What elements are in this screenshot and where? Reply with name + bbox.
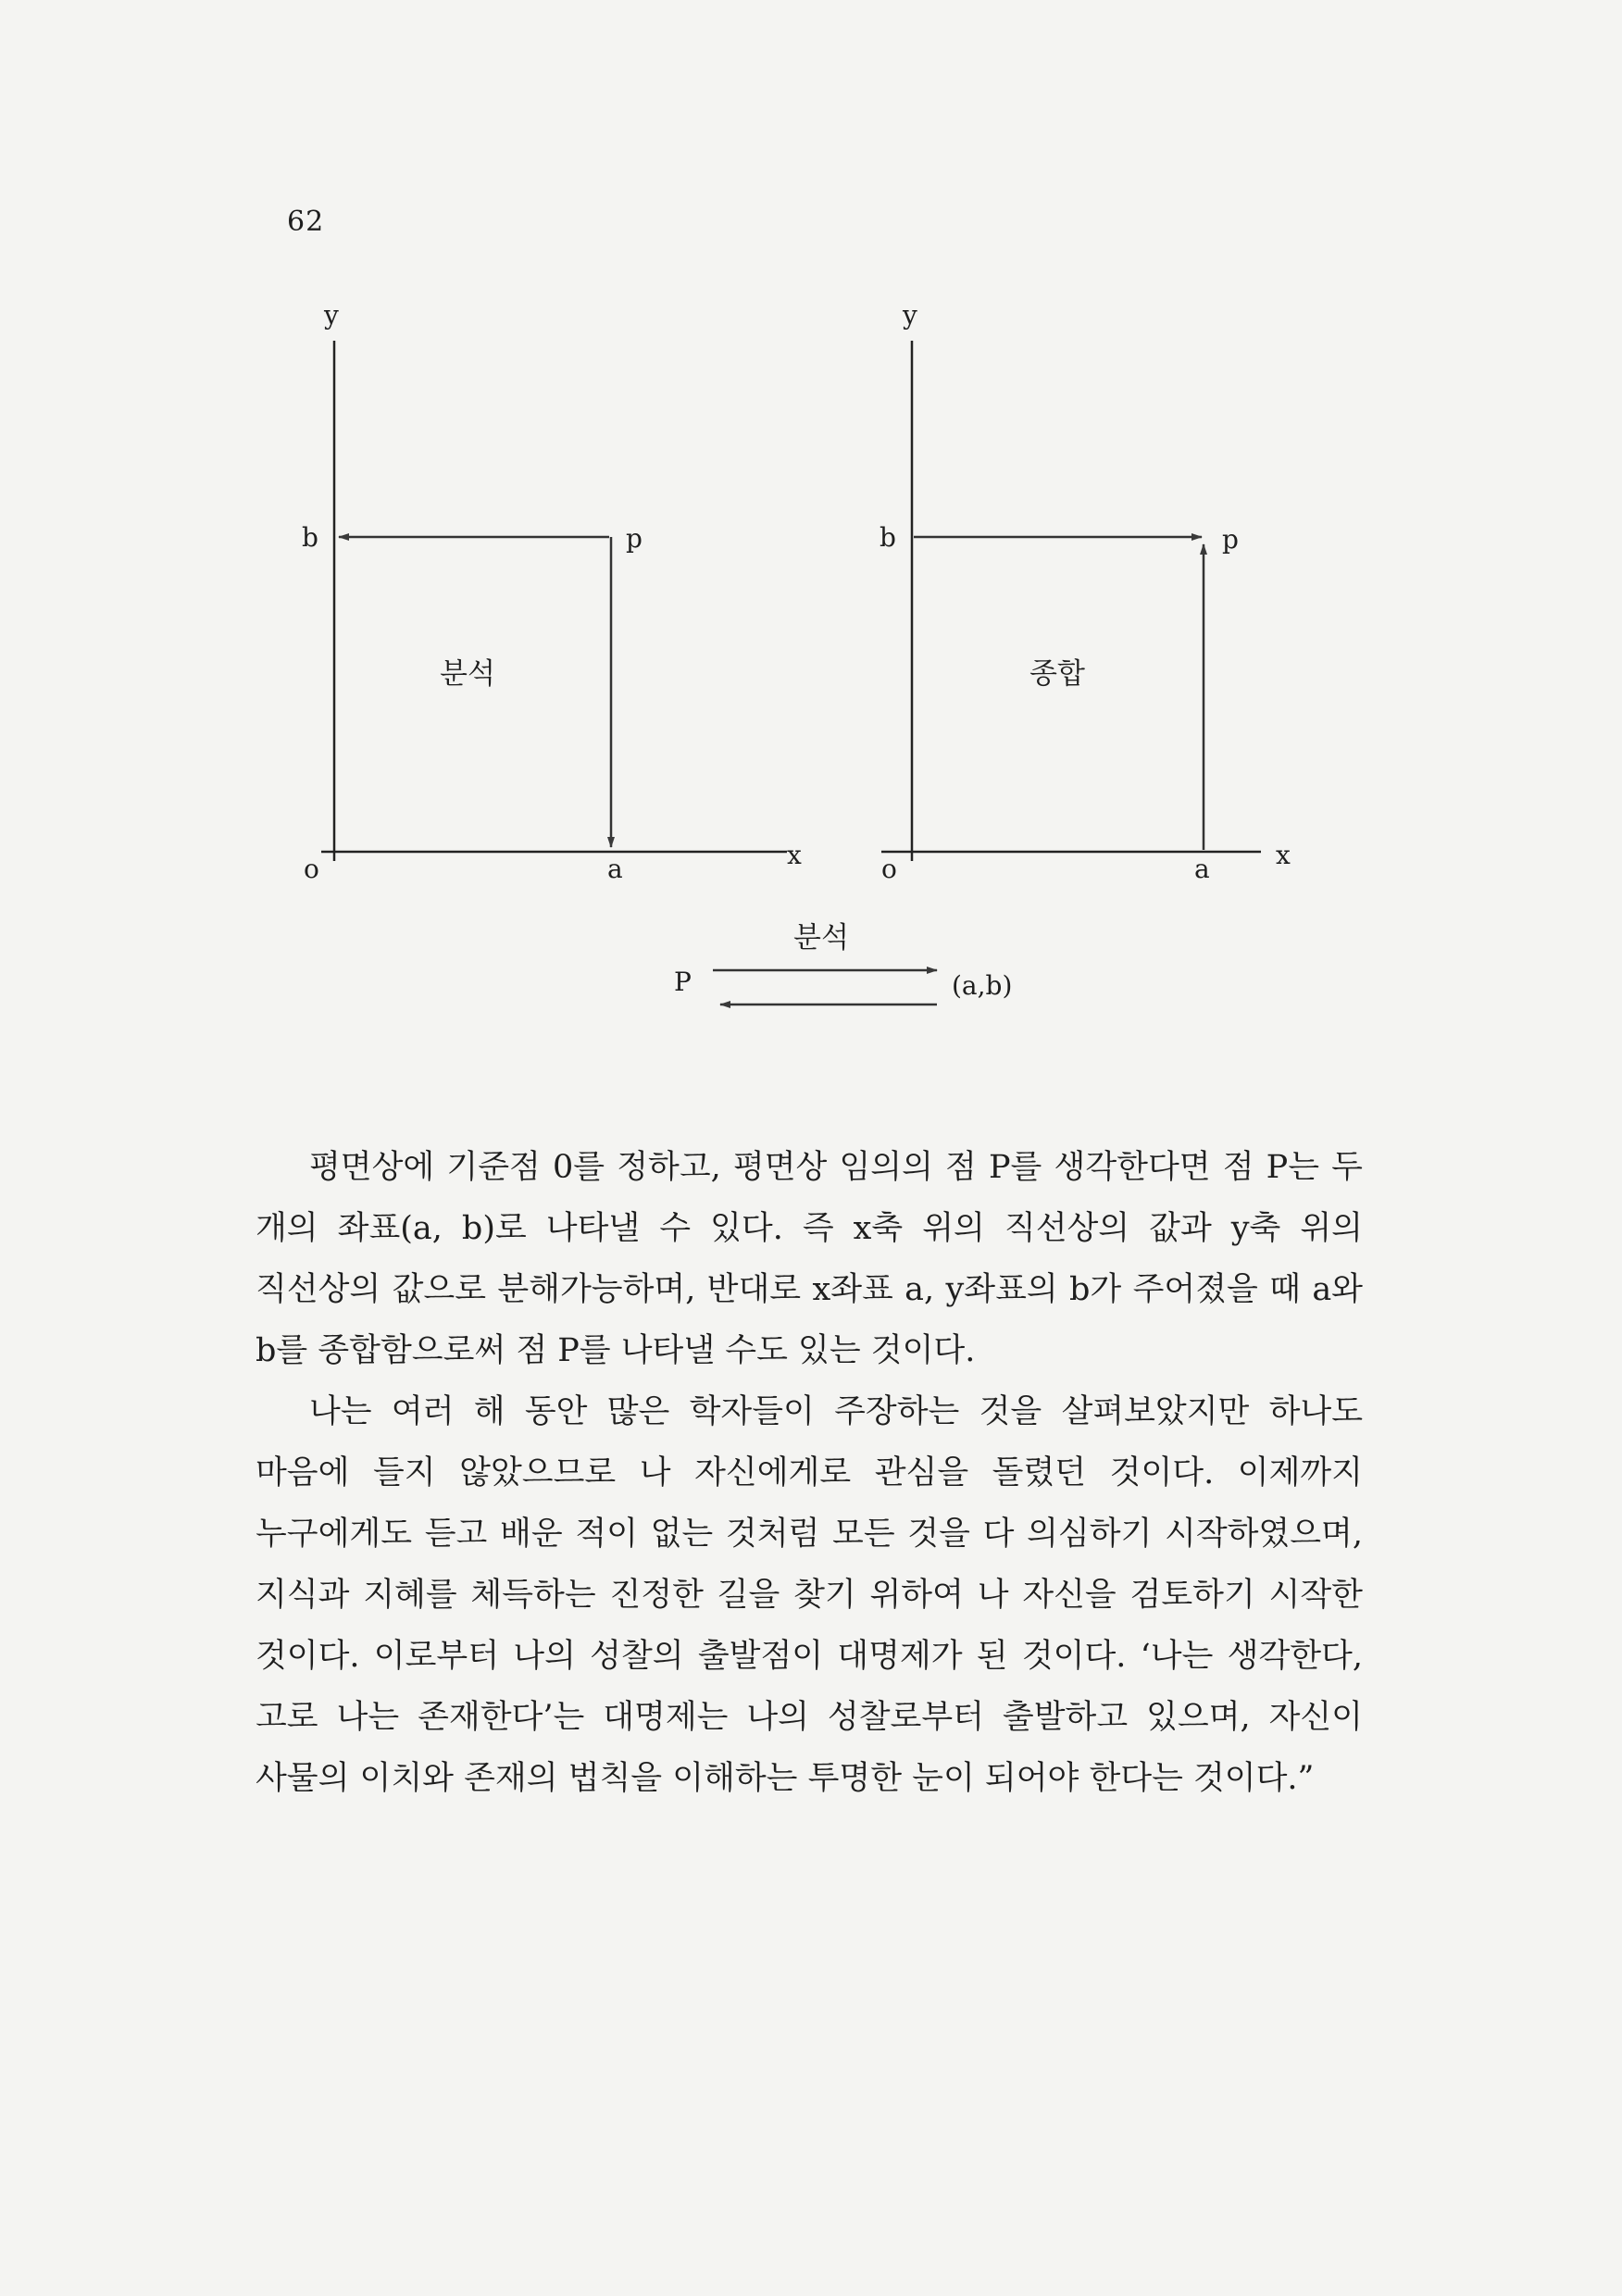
body-text bbox=[256, 1137, 1363, 1809]
paragraph-coordinates: 평면상에 기준점 0를 정하고, 평면상 임의의 점 P를 생각한다면 점 P는 두 개의 좌표(a, b)로 나타낼 수 있다. 즉 x축 위의 직선상의 값과 y축 위의 직선상의 값으로 분해가능하며, 반대로 x좌표 a, y좌표의 b가 주어졌을 때 a와 b를 종합함으로써 점 P를 나타낼 수도 있는 것이다. bbox=[256, 1149, 1363, 1369]
left-caption: 분석 bbox=[440, 657, 495, 691]
right-x-label: x bbox=[1276, 840, 1291, 870]
right-caption: 종합 bbox=[1029, 657, 1085, 691]
left-p-label: p bbox=[626, 523, 643, 554]
relation-right-label: (a,b) bbox=[952, 970, 1013, 1001]
right-graph bbox=[880, 300, 1291, 884]
right-origin-label: o bbox=[881, 854, 897, 884]
right-p-label: p bbox=[1222, 524, 1239, 555]
left-graph bbox=[302, 300, 802, 884]
relation-left-label: P bbox=[674, 967, 692, 997]
relation-diagram bbox=[674, 921, 1012, 1004]
relation-top-label: 분석 bbox=[793, 921, 849, 955]
left-a-label: a bbox=[607, 854, 623, 884]
left-y-label: y bbox=[324, 300, 339, 331]
right-a-label: a bbox=[1194, 854, 1210, 884]
right-y-label: y bbox=[903, 300, 917, 331]
left-b-label: b bbox=[302, 522, 318, 553]
page-number: 62 bbox=[287, 206, 325, 238]
left-origin-label: o bbox=[304, 854, 319, 884]
right-b-label: b bbox=[880, 522, 896, 553]
left-x-label: x bbox=[787, 840, 802, 870]
paragraph-reflection: 나는 여러 해 동안 많은 학자들이 주장하는 것을 살펴보았지만 하나도 마음에 들지 않았으므로 나 자신에게로 관심을 돌렸던 것이다. 이제까지 누구에게도 듣고 배운 적이 없는 것처럼 모든 것을 다 의심하기 시작하였으며, 지식과 지혜를 체득하는 진정한 길을 찾기 위하여 나 자신을 검토하기 시작한 것이다. 이로부터 나의 성찰의 출발점이 대명제가 된 것이다. ‘나는 생각한다, 고로 나는 존재한다’는 대명제는 나의 성찰로부터 출발하고 있으며, 자신이 사물의 이치와 존재의 법칙을 이해하는 투명한 눈이 되어야 한다는 것이다.” bbox=[256, 1393, 1363, 1797]
analysis-synthesis-diagram bbox=[0, 0, 1622, 1037]
